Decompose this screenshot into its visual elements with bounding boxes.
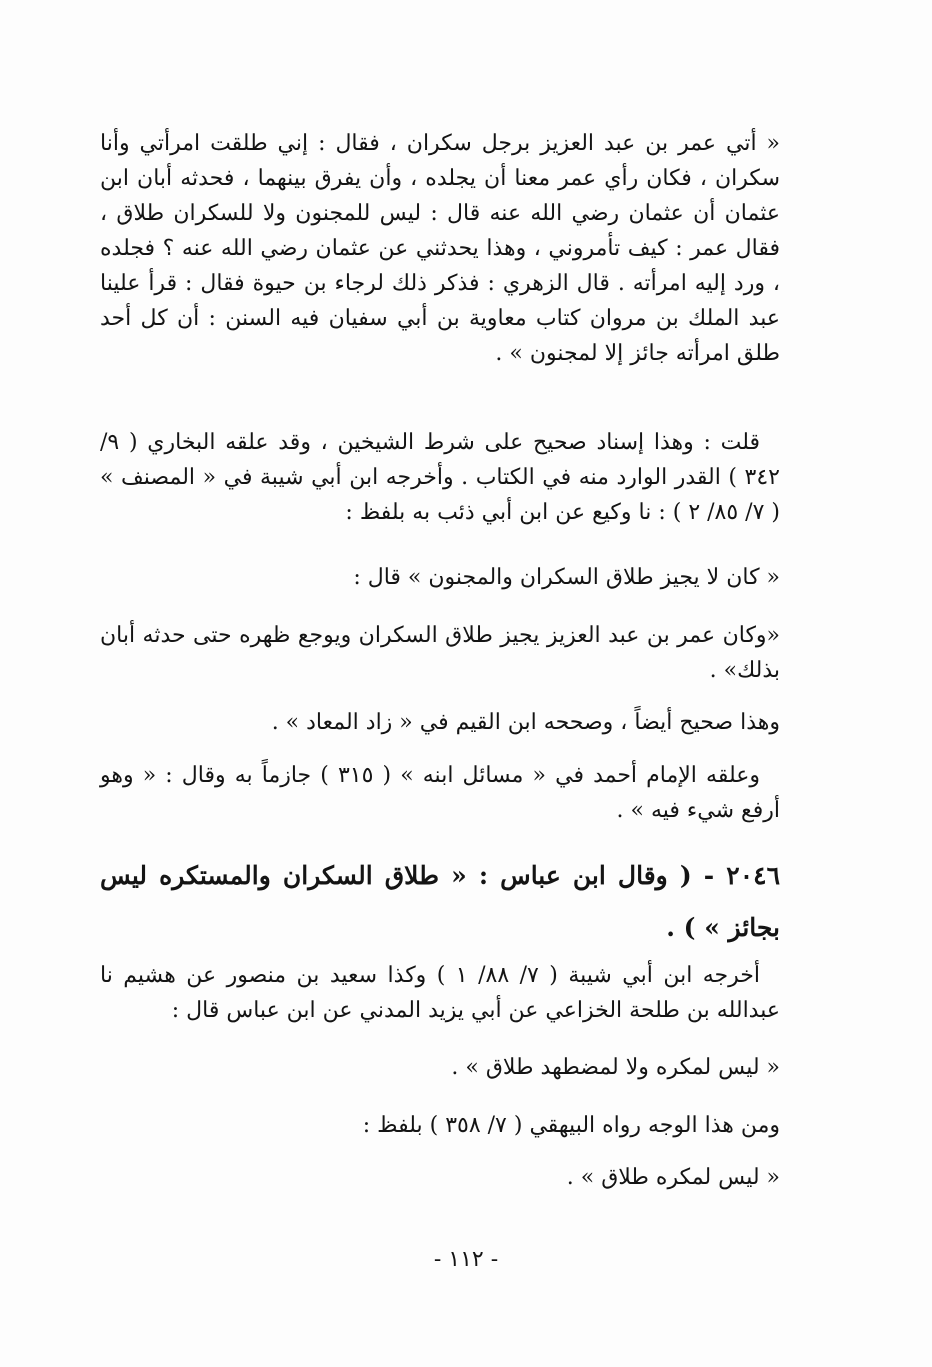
commentary-paragraph: قلت : وهذا إسناد صحيح على شرط الشيخين ، وقد علقه البخاري ( ٩/ ٣٤٢ ) القدر الوارد منه في الكتاب . وأخرجه ابن أبي شيبة في « المصنف » ( ٧/ ٨٥/ ٢ ) : نا وكيع عن ابن أبي ذئب به بلفظ : [100, 430, 780, 525]
citation-paragraph: وعلقه الإمام أحمد في « مسائل ابنه » ( ٣١٥ ) جازماً به وقال : « وهو أرفع شيء فيه » . [100, 763, 780, 823]
authentication-note: وهذا صحيح أيضاً ، وصححه ابن القيم في « زاد المعاد » . [271, 710, 780, 735]
quote-line: « ليس لمكره ولا لمضطهد طلاق » . [451, 1055, 780, 1080]
hadith-heading: ٢٠٤٦ - ( وقال ابن عباس : « طلاق السكران والمستكره ليس بجائز » ) . [100, 861, 780, 942]
source-paragraph: أخرجه ابن أبي شيبة ( ٧/ ٨٨/ ١ ) وكذا سعيد بن منصور عن هشيم نا عبدالله بن طلحة الخزاعي عن أبي يزيد المدني عن ابن عباس قال : [100, 963, 780, 1023]
quote-line: « ليس لمكره طلاق » . [566, 1165, 780, 1190]
quoted-narration-paragraph: « أتي عمر بن عبد العزيز برجل سكران ، فقال : إني طلقت امرأتي وأنا سكران ، فكان رأي عمر معنا أن يجلده ، وأن يفرق بينهما ، فحدثه أبان ابن عثمان أن عثمان رضي الله عنه قال : ليس للمجنون ولا للسكران طلاق ، فقال عمر : كيف تأمروني ، وهذا يحدثني عن عثمان رضي الله عنه ؟ فجلده ، ورد إليه امرأته . قال الزهري : فذكر ذلك لرجاء بن حيوة فقال : قرأ علينا عبد الملك بن مروان كتاب معاوية بن أبي سفيان فيه السنن : أن كل أحد طلق امرأته جائز إلا لمجنون » . [100, 131, 780, 366]
quote-paragraph: «وكان عمر بن عبد العزيز يجيز طلاق السكران ويوجع ظهره حتى حدثه أبان بذلك» . [100, 623, 780, 683]
page-number: - ١١٢ - [433, 1247, 499, 1272]
quote-line: « كان لا يجيز طلاق السكران والمجنون » قال : [353, 565, 780, 590]
citation-line: ومن هذا الوجه رواه البيهقي ( ٧/ ٣٥٨ ) بلفظ : [362, 1113, 780, 1138]
